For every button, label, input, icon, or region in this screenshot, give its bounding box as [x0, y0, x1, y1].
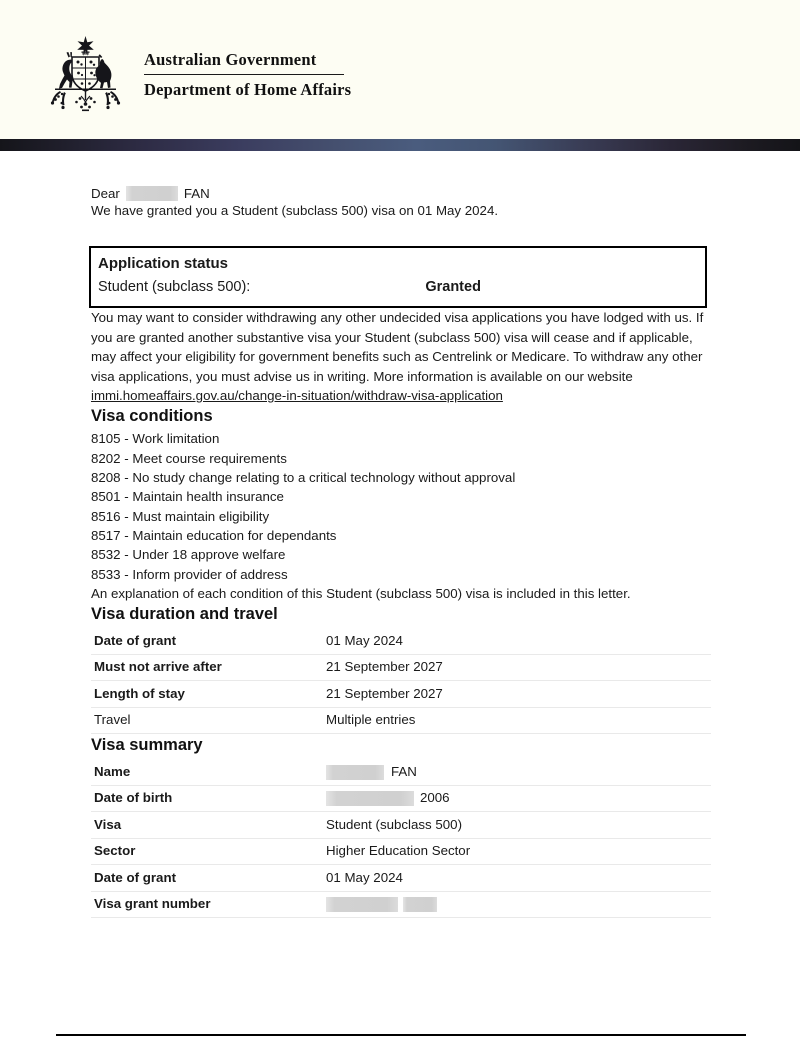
row-label: Length of stay — [91, 681, 324, 708]
footer-divider — [56, 1034, 746, 1036]
withdraw-visa-application-link[interactable]: immi.homeaffairs.gov.au/change-in-situation/withdraw-visa-application — [91, 388, 503, 404]
application-status-label: Student (subclass 500): — [98, 279, 251, 296]
row-label: Travel — [91, 707, 324, 734]
visa-duration-heading: Visa duration and travel — [91, 605, 278, 624]
application-status-title: Application status — [98, 255, 229, 273]
redacted-visa-grant-number-part2 — [403, 897, 437, 912]
application-status-row — [98, 277, 698, 297]
redacted-visa-grant-number-part1 — [326, 897, 398, 912]
list-item: 8208 - No study change relating to a critical technology without approval — [91, 470, 516, 486]
intro-paragraph: We have granted you a Student (subclass 500) visa on 01 May 2024. — [91, 203, 499, 218]
list-item: 8533 - Inform provider of address — [91, 566, 288, 582]
australian-government-text: Australian Government — [144, 50, 317, 69]
australian-coat-of-arms-icon — [38, 30, 133, 115]
list-item: 8517 - Maintain education for dependants — [91, 527, 337, 543]
withdraw-paragraph — [91, 308, 711, 405]
row-label: Date of birth — [91, 785, 324, 812]
list-item: 8105 - Work limitation — [91, 431, 220, 447]
row-label: Sector — [91, 838, 324, 865]
greeting-surname: FAN — [183, 186, 210, 201]
greeting-prefix: Dear — [91, 186, 120, 201]
withdraw-paragraph-text: You may want to consider withdrawing any other undecided visa applications you have lodged with us. If you are granted another substantive visa your Student (subclass 500) visa will cease and if applicable, may affect your eligibility for government benefits such as Centrelink or Medicare. To withdraw any other visa applications, you must advise us in writing. More information is available on our website — [91, 310, 704, 384]
row-value — [324, 759, 711, 785]
visa-conditions-list — [91, 429, 711, 583]
visa-summary-heading: Visa summary — [91, 736, 203, 755]
application-status-box — [89, 246, 707, 308]
greeting-line — [91, 186, 711, 201]
row-label: Must not arrive after — [91, 654, 324, 681]
birth-year: 2006 — [420, 790, 450, 806]
visa-conditions-heading: Visa conditions — [91, 407, 213, 426]
list-item: 8501 - Maintain health insurance — [91, 489, 284, 505]
table-row — [91, 707, 711, 734]
conditions-explanation-paragraph: An explanation of each condition of this Student (subclass 500) visa is included in this letter. — [91, 585, 631, 601]
table-row — [91, 759, 711, 785]
header-gradient-divider — [0, 139, 800, 151]
row-label: Date of grant — [91, 865, 324, 892]
table-row — [91, 785, 711, 812]
redacted-birth-day-month — [326, 791, 414, 806]
department-name-text: Department of Home Affairs — [144, 80, 352, 99]
row-value: 01 May 2024 — [324, 865, 711, 892]
row-value: 21 September 2027 — [324, 654, 711, 681]
row-value: 21 September 2027 — [324, 681, 711, 708]
letterhead — [0, 0, 800, 139]
row-value: Student (subclass 500) — [324, 812, 711, 839]
application-status-value: Granted — [425, 279, 481, 296]
letter-body — [0, 151, 800, 918]
table-row — [91, 812, 711, 839]
table-row — [91, 654, 711, 681]
government-wordmark — [144, 50, 404, 100]
row-value: Higher Education Sector — [324, 838, 711, 865]
visa-summary-table — [91, 759, 711, 918]
row-value: 01 May 2024 — [324, 628, 711, 654]
redacted-given-name — [326, 765, 384, 780]
list-item: 8516 - Must maintain eligibility — [91, 508, 270, 524]
name-surname: FAN — [391, 763, 417, 779]
table-row — [91, 628, 711, 654]
wordmark-divider — [144, 74, 344, 75]
row-label: Visa — [91, 812, 324, 839]
table-row — [91, 865, 711, 892]
table-row — [91, 681, 711, 708]
list-item: 8202 - Meet course requirements — [91, 450, 287, 466]
row-label: Visa grant number — [91, 891, 324, 918]
table-row — [91, 891, 711, 918]
table-row — [91, 838, 711, 865]
row-label: Name — [91, 759, 324, 785]
row-value: Multiple entries — [324, 707, 711, 734]
row-value — [324, 891, 711, 918]
visa-duration-table — [91, 628, 711, 734]
row-value — [324, 785, 711, 812]
list-item: 8532 - Under 18 approve welfare — [91, 547, 286, 563]
row-label: Date of grant — [91, 628, 324, 654]
redacted-given-name — [126, 186, 178, 201]
